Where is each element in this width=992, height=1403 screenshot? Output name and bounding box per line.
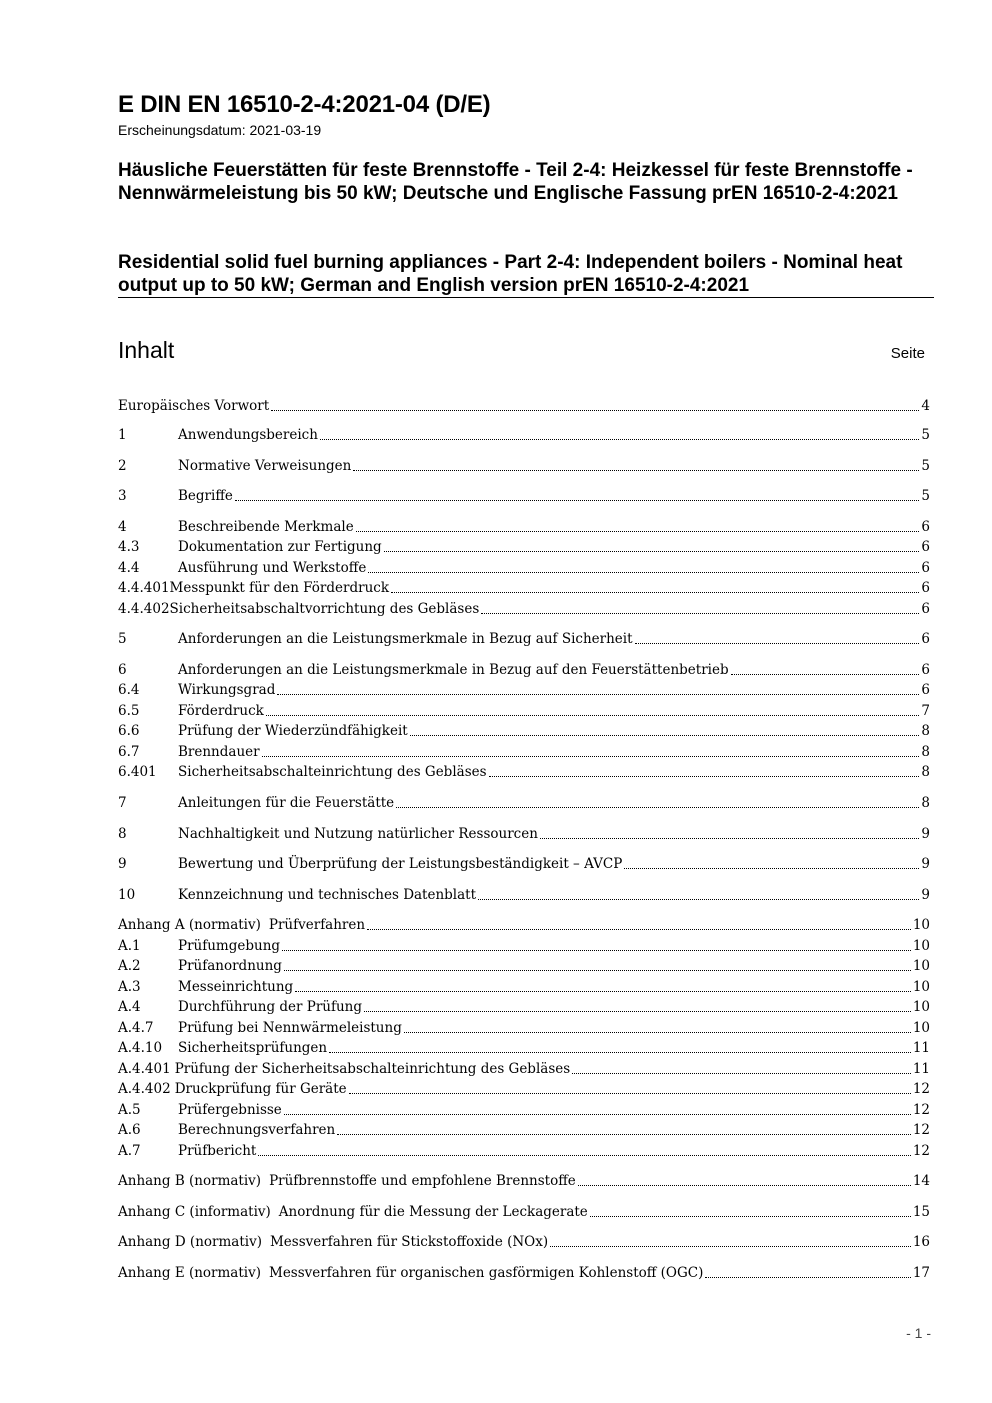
toc-entry-number: A.6: [118, 1122, 141, 1138]
toc-heading: Inhalt: [118, 337, 175, 363]
toc-entry-title: Anleitungen für die Feuerstätte: [178, 795, 395, 811]
toc-entry[interactable]: [118, 763, 930, 781]
toc-entry-number: 10: [118, 887, 136, 903]
toc-entry[interactable]: [118, 937, 930, 955]
toc-leader-dots: [635, 642, 920, 644]
toc-leader-dots: [404, 1031, 911, 1033]
toc-entry-title: Sicherheitsprüfungen: [178, 1040, 328, 1056]
toc-entry-number: 2: [118, 458, 127, 474]
toc-entry-title: Prüfverfahren: [268, 917, 366, 933]
toc-entry-title: Berechnungsverfahren: [178, 1122, 336, 1138]
title-german: Häusliche Feuerstätten für feste Brennstoffe - Teil 2-4: Heizkessel für feste Brennstoffe - Nennwärmeleistung bis 50 kW; Deutsche und Englische Fassung prEN 16510-2-4:2021: [118, 160, 913, 204]
toc-leader-dots: [481, 612, 919, 614]
toc-entry-number: 6: [118, 662, 127, 678]
toc-leader-dots: [282, 949, 911, 951]
toc-entry[interactable]: [118, 630, 930, 648]
toc-leader-dots: [572, 1072, 911, 1074]
toc-entry[interactable]: [118, 600, 930, 618]
toc-entry-page: 4: [921, 398, 930, 414]
toc-leader-dots: [277, 693, 919, 695]
toc-entry-number: 6.5: [118, 703, 140, 719]
toc-entry-title: Förderdruck: [178, 703, 264, 719]
toc-entry-number: A.7: [118, 1143, 141, 1159]
toc-leader-dots: [384, 550, 920, 552]
toc-entry[interactable]: [118, 487, 930, 505]
toc-entry-page: 8: [921, 744, 930, 760]
toc-leader-dots: [731, 673, 920, 675]
toc-leader-dots: [364, 1010, 911, 1012]
toc-entry-number: A.4.10: [118, 1040, 163, 1056]
toc-entry-page: 6: [921, 539, 930, 555]
toc-page-column-label: Seite: [890, 345, 925, 362]
toc-entry-page: 6: [921, 601, 930, 617]
toc-entry-page: 6: [921, 560, 930, 576]
toc-leader-dots: [367, 928, 911, 930]
toc-entry[interactable]: [118, 579, 930, 597]
toc-entry-title: Sicherheitsabschaltvorrichtung des Gebläses: [169, 601, 480, 617]
toc-entry-title: Prüfergebnisse: [178, 1102, 282, 1118]
toc-leader-dots: [624, 867, 919, 869]
toc-entry-number: A.5: [118, 1102, 141, 1118]
toc-entry-number: 4.4.402: [118, 601, 170, 617]
toc-entry-title: Prüfung bei Nennwärmeleistung: [178, 1020, 402, 1036]
toc-entry-title: Messverfahren für Stickstoffoxide (NOx): [269, 1234, 549, 1250]
toc-entry-title: Brenndauer: [178, 744, 260, 760]
toc-entry-number: Anhang A (normativ): [118, 917, 261, 933]
toc-entry-number: Anhang D (normativ): [118, 1234, 262, 1250]
toc-entry-number: Anhang B (normativ): [118, 1173, 262, 1189]
toc-entry-number: A.3: [118, 979, 141, 995]
toc-entry[interactable]: [118, 722, 930, 740]
toc-entry-number: A.2: [118, 958, 141, 974]
toc-entry-page: 6: [921, 631, 930, 647]
toc-leader-dots: [320, 438, 919, 440]
toc-entry[interactable]: [118, 743, 930, 761]
toc-entry-page: 7: [921, 703, 930, 719]
toc-entry[interactable]: [118, 1203, 930, 1221]
toc-entry-page: 5: [921, 427, 930, 443]
toc-entry[interactable]: [118, 855, 930, 873]
toc-entry-page: 17: [912, 1265, 930, 1281]
toc-entry-title: Ausführung und Werkstoffe: [178, 560, 367, 576]
toc-entry-number: 4.4.401: [118, 580, 170, 596]
toc-leader-dots: [368, 571, 919, 573]
toc-entry-title: Messpunkt für den Förderdruck: [169, 580, 390, 596]
toc-entry-number: A.4.401: [118, 1061, 171, 1077]
toc-entry-number: 5: [118, 631, 127, 647]
toc-entry[interactable]: [118, 559, 930, 577]
toc-leader-dots: [705, 1276, 910, 1278]
toc-leader-dots: [489, 775, 920, 777]
toc-entry-title: Bewertung und Überprüfung der Leistungsbeständigkeit – AVCP: [178, 856, 623, 872]
toc-leader-dots: [356, 530, 920, 532]
document-id: E DIN EN 16510-2-4:2021-04 (D/E): [118, 91, 491, 118]
toc-entry-title: Prüfbrennstoffe und empfohlene Brennstoffe: [269, 1173, 576, 1189]
toc-entry-title: Prüfung der Sicherheitsabschalteinrichtung des Gebläses: [174, 1061, 571, 1077]
toc-entry[interactable]: [118, 1233, 930, 1251]
toc-entry[interactable]: [118, 998, 930, 1016]
toc-entry-title: Messeinrichtung: [178, 979, 294, 995]
toc-entry[interactable]: [118, 661, 930, 679]
toc-entry-number: 6.4: [118, 682, 140, 698]
toc-entry-title: Prüfanordnung: [178, 958, 282, 974]
toc-entry-page: 12: [912, 1143, 930, 1159]
toc-entry[interactable]: [118, 397, 930, 415]
toc-leader-dots: [295, 990, 911, 992]
toc-entry-number: A.1: [118, 938, 141, 954]
toc-entry-title: Beschreibende Merkmale: [178, 519, 354, 535]
toc-entry-page: 10: [912, 958, 930, 974]
toc-leader-dots: [550, 1245, 911, 1247]
toc-entry-number: 4.3: [118, 539, 140, 555]
toc-leader-dots: [396, 806, 919, 808]
toc-entry-page: 9: [921, 826, 930, 842]
toc-leader-dots: [266, 714, 920, 716]
toc-entry-title: Druckprüfung für Geräte: [174, 1081, 347, 1097]
toc-entry[interactable]: [118, 825, 930, 843]
toc-entry-number: A.4: [118, 999, 141, 1015]
toc-entry-page: 5: [921, 458, 930, 474]
toc-entry[interactable]: [118, 1264, 930, 1282]
toc-entry[interactable]: [118, 1080, 930, 1098]
toc-entry[interactable]: [118, 1101, 930, 1119]
toc-entry-title: Anwendungsbereich: [178, 427, 318, 443]
toc-entry-page: 11: [912, 1040, 930, 1056]
toc-leader-dots: [349, 1092, 911, 1094]
toc-entry-page: 8: [921, 764, 930, 780]
toc-entry[interactable]: [118, 1019, 930, 1037]
toc-entry-page: 14: [912, 1173, 930, 1189]
toc-entry[interactable]: [118, 1121, 930, 1139]
toc-leader-dots: [235, 499, 920, 501]
toc-leader-dots: [391, 591, 919, 593]
toc-entry-number: 4: [118, 519, 127, 535]
toc-entry-title: Europäisches Vorwort: [118, 398, 270, 414]
toc-entry[interactable]: [118, 916, 930, 934]
toc-entry-page: 8: [921, 723, 930, 739]
toc-leader-dots: [284, 1113, 911, 1115]
toc-entry-page: 6: [921, 580, 930, 596]
toc-leader-dots: [353, 469, 919, 471]
toc-entry-page: 11: [912, 1061, 930, 1077]
toc-entry-number: 8: [118, 826, 127, 842]
toc-entry-page: 6: [921, 662, 930, 678]
toc-leader-dots: [540, 837, 919, 839]
toc-entry[interactable]: [118, 1060, 930, 1078]
toc-entry-title: Anforderungen an die Leistungsmerkmale in Bezug auf Sicherheit: [178, 631, 633, 647]
toc-entry[interactable]: [118, 1142, 930, 1160]
toc-entry[interactable]: [118, 1039, 930, 1057]
toc-entry-page: 12: [912, 1081, 930, 1097]
toc-entry-number: 6.7: [118, 744, 140, 760]
toc-entry-number: 3: [118, 488, 127, 504]
toc-entry-page: 15: [912, 1204, 930, 1220]
toc-entry-page: 10: [912, 917, 930, 933]
title-english: Residential solid fuel burning appliances - Part 2-4: Independent boilers - Nominal heat output up to 50 kW; German and English version prEN 16510-2-4:2021: [118, 252, 903, 296]
toc-entry-number: Anhang C (informativ): [118, 1204, 271, 1220]
toc-entry-page: 6: [921, 682, 930, 698]
toc-entry-title: Normative Verweisungen: [178, 458, 352, 474]
toc-entry-title: Sicherheitsabschalteinrichtung des Gebläses: [178, 764, 487, 780]
toc-entry[interactable]: [118, 681, 930, 699]
toc-entry-number: 7: [118, 795, 127, 811]
toc-leader-dots: [578, 1184, 911, 1186]
toc-entry[interactable]: [118, 978, 930, 996]
toc-entry-number: 9: [118, 856, 127, 872]
toc-leader-dots: [271, 409, 919, 411]
toc-entry-page: 10: [912, 1020, 930, 1036]
toc-leader-dots: [284, 969, 911, 971]
toc-entry-title: Messverfahren für organischen gasförmigen Kohlenstoff (OGC): [269, 1265, 704, 1281]
toc-entry-title: Wirkungsgrad: [178, 682, 276, 698]
toc-entry-number: Anhang E (normativ): [118, 1265, 261, 1281]
toc-leader-dots: [329, 1051, 911, 1053]
toc-entry-title: Anforderungen an die Leistungsmerkmale in Bezug auf den Feuerstättenbetrieb: [178, 662, 729, 678]
toc-entry-title: Anordnung für die Messung der Leckagerate: [278, 1204, 588, 1220]
toc-entry-page: 10: [912, 999, 930, 1015]
toc-entry-title: Kennzeichnung und technisches Datenblatt: [178, 887, 477, 903]
toc-entry-page: 16: [912, 1234, 930, 1250]
toc-entry-page: 10: [912, 938, 930, 954]
toc-entry-number: A.4.7: [118, 1020, 154, 1036]
toc-entry[interactable]: [118, 702, 930, 720]
toc-entry-page: 8: [921, 795, 930, 811]
toc-leader-dots: [262, 755, 920, 757]
toc-entry-page: 6: [921, 519, 930, 535]
toc-entry-page: 12: [912, 1102, 930, 1118]
toc-entry[interactable]: [118, 1172, 930, 1190]
toc-leader-dots: [337, 1133, 911, 1135]
toc-leader-dots: [478, 898, 919, 900]
toc-leader-dots: [590, 1215, 911, 1217]
toc-entry-page: 5: [921, 488, 930, 504]
toc-entry-title: Prüfbericht: [178, 1143, 257, 1159]
toc-entry-page: 10: [912, 979, 930, 995]
toc-leader-dots: [410, 734, 920, 736]
toc-entry-number: A.4.402: [118, 1081, 171, 1097]
toc-entry-title: Dokumentation zur Fertigung: [178, 539, 382, 555]
toc-entry-title: Nachhaltigkeit und Nutzung natürlicher Ressourcen: [178, 826, 538, 842]
toc-entry-number: 1: [118, 427, 127, 443]
toc-entry-title: Begriffe: [178, 488, 233, 504]
toc-entry-number: 6.401: [118, 764, 157, 780]
toc-entry-title: Durchführung der Prüfung: [178, 999, 363, 1015]
toc-entry-title: Prüfung der Wiederzündfähigkeit: [178, 723, 408, 739]
toc-leader-dots: [258, 1154, 911, 1156]
toc-entry-number: 6.6: [118, 723, 140, 739]
toc-entry[interactable]: [118, 957, 930, 975]
toc-entry-number: 4.4: [118, 560, 140, 576]
toc-entry[interactable]: [118, 794, 930, 812]
toc-entry-page: 9: [921, 856, 930, 872]
toc-entry[interactable]: [118, 886, 930, 904]
toc-entry-page: 12: [912, 1122, 930, 1138]
toc-entry[interactable]: [118, 538, 930, 556]
toc-entry[interactable]: [118, 457, 930, 475]
toc-entry[interactable]: [118, 518, 930, 536]
toc-entry-page: 9: [921, 887, 930, 903]
toc-entry-title: Prüfumgebung: [178, 938, 281, 954]
publication-date: Erscheinungsdatum: 2021-03-19: [118, 122, 322, 138]
toc-entry[interactable]: [118, 426, 930, 444]
page-number: - 1 -: [906, 1325, 931, 1341]
